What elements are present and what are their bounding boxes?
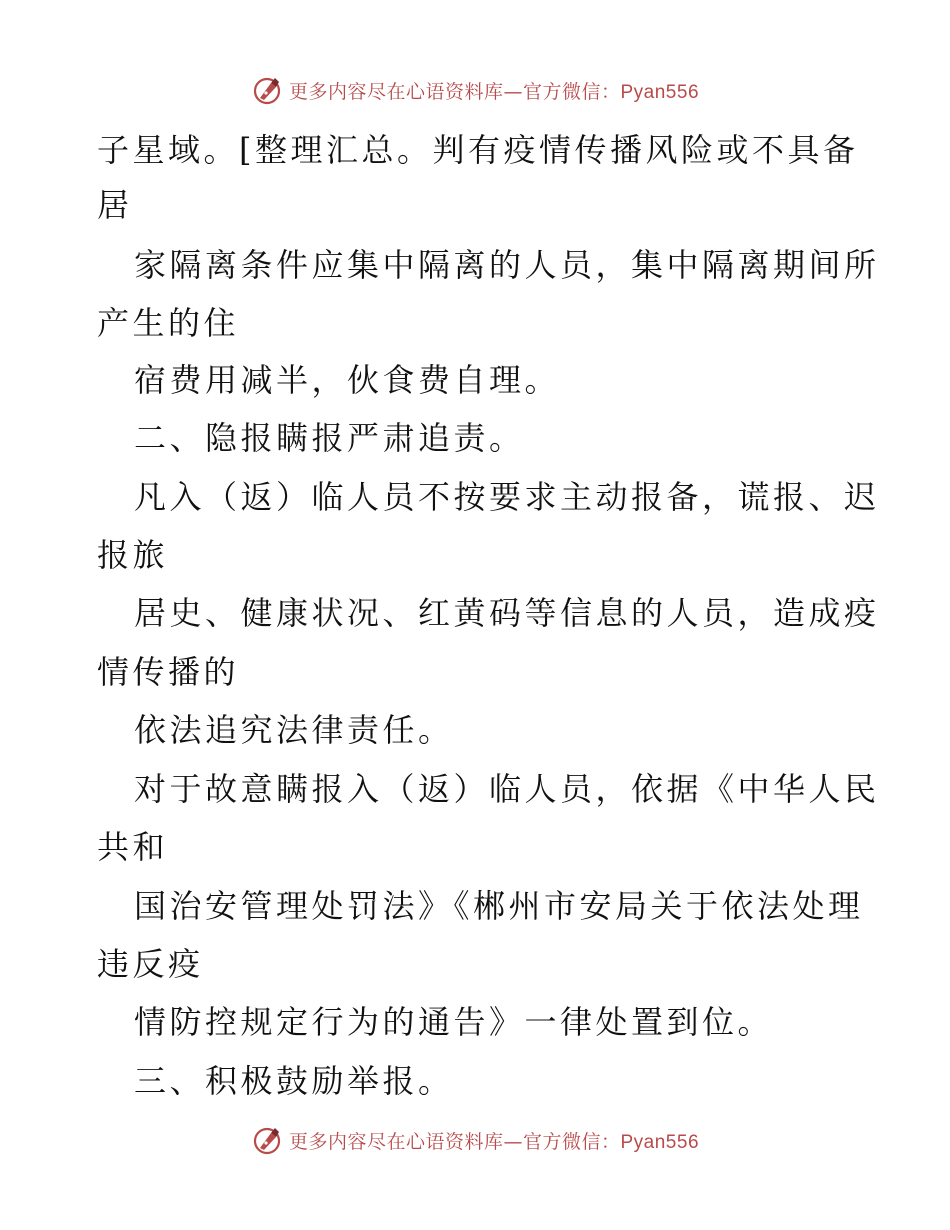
header-separator: — [503,80,523,103]
body-line: 居史、健康状况、红黄码等信息的人员，造成疫 [134,594,880,632]
footer-wechat-label: 官方微信： [522,1130,621,1153]
body-line: 情防控规定行为的通告》一律处置到位。 [134,1003,774,1041]
body-line: 家隔离条件应集中隔离的人员，集中隔离期间所 [134,246,880,284]
body-line: 共和 [97,828,169,866]
body-line: 国治安管理处罚法》《郴州市安局关于依法处理 [134,887,864,925]
header-text [289,77,699,104]
header-wechat-label: 官方微信： [522,80,621,103]
pen-nib-logo-icon [251,74,283,106]
section-heading: 三、积极鼓励举报。 [134,1062,454,1100]
pen-nib-logo-icon [251,1124,283,1156]
section-heading: 二、隐报瞒报严肃追责。 [134,419,525,457]
body-line: 情传播的 [97,653,240,691]
footer-text [289,1127,699,1154]
body-line: 凡入（返）临人员不按要求主动报备，谎报、迟 [134,478,880,516]
header-wechat-id: Pyan556 [620,81,700,103]
header-banner [0,70,950,110]
body-line: 产生的住 [97,304,240,342]
body-line: 子星域。[整理汇总。判有疫情传播风险或不具备 [97,131,859,169]
body-line: 依法追究法律责任。 [134,711,454,749]
footer-separator: — [503,1130,523,1153]
body-line: 违反疫 [97,945,204,983]
header-site-text: 更多内容尽在心语资料库 [288,80,504,103]
body-line: 对于故意瞒报入（返）临人员，依据《中华人民 [134,770,880,808]
footer-site-text: 更多内容尽在心语资料库 [288,1130,504,1153]
body-line: 居 [97,186,133,224]
body-line: 报旅 [97,536,169,574]
footer-wechat-id: Pyan556 [620,1131,700,1153]
body-line: 宿费用减半，伙食费自理。 [134,361,561,399]
footer-banner [0,1120,950,1160]
